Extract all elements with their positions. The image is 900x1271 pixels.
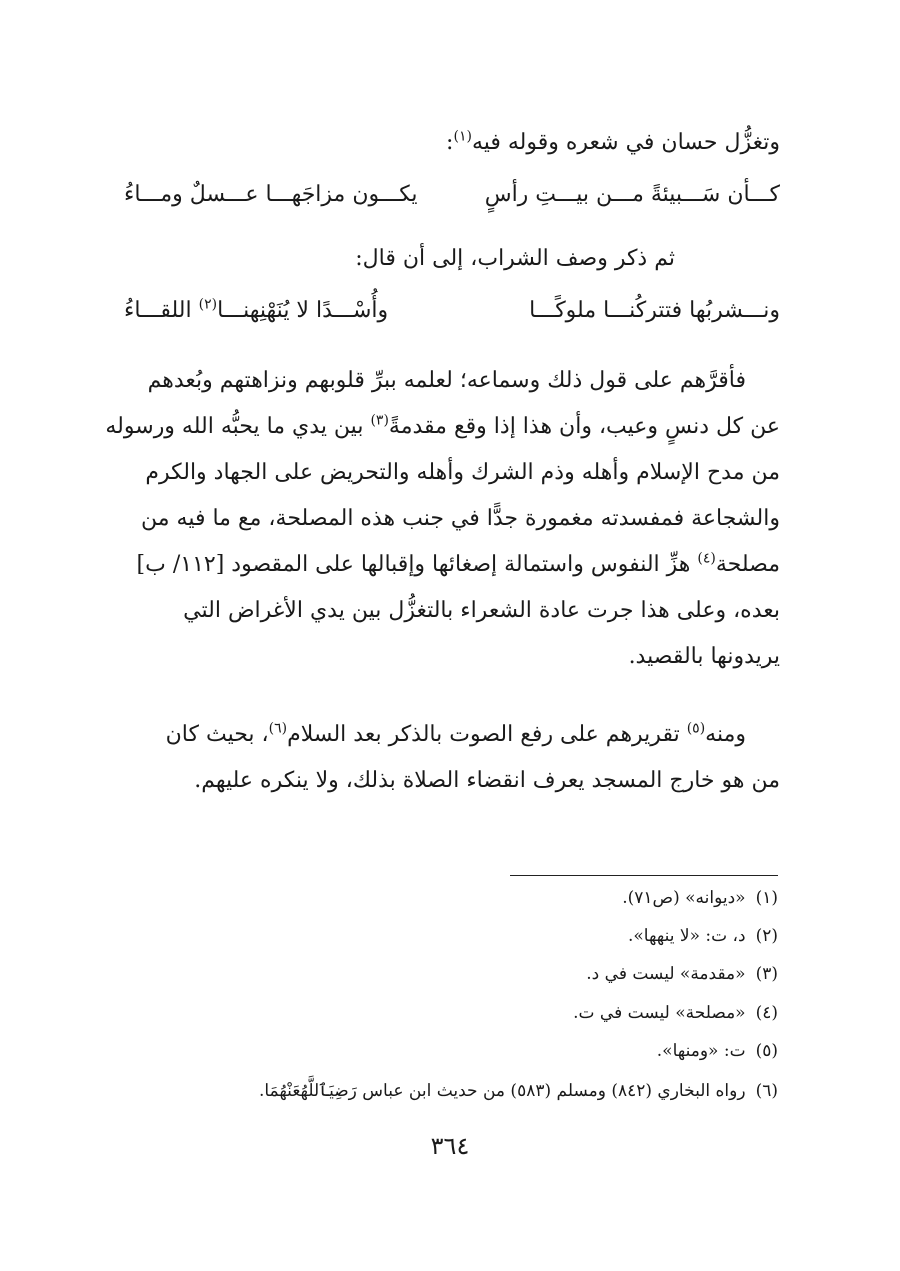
verse2-second-a: وأُسْـــدًا لا يُنَهْنِهنـــا xyxy=(217,298,389,323)
para2-line-1 xyxy=(110,712,780,758)
footnote-text: رواه البخاري (٨٤٢) ومسلم (٥٨٣) من حديث ابن عباس رَضِيَٱللَّهُعَنْهُمَا. xyxy=(258,1081,746,1101)
paragraph-1 xyxy=(105,358,780,680)
footnote-number: (٦) xyxy=(755,1081,778,1101)
footnote-number: (٥) xyxy=(755,1041,778,1061)
para1-l2-b: بين يدي ما يحبُّه الله ورسوله xyxy=(105,414,371,439)
para1-line-6: بعده، وعلى هذا جرت عادة الشعراء بالتغزُّل بين يدي الأغراض التي xyxy=(183,598,780,623)
para1-line-7: يريدونها بالقصيد. xyxy=(628,644,780,669)
verse2-second-hemistich xyxy=(124,298,388,323)
intro-line xyxy=(110,120,780,166)
para2-l1-c: ، بحيث كان xyxy=(165,722,269,747)
verse2-second-b: اللقـــاءُ xyxy=(124,298,199,323)
footnote-ref-4: (٤) xyxy=(697,550,716,567)
footnote-2 xyxy=(628,926,778,946)
footnote-ref-2: (٢) xyxy=(198,296,218,313)
footnote-5 xyxy=(657,1041,778,1061)
bridge-line xyxy=(120,236,720,282)
footnote-text: «ديوانه» (ص٧١). xyxy=(622,888,746,908)
footnote-3 xyxy=(586,964,778,984)
para1-l2-a: عن كل دنسٍ وعيب، وأن هذا إذا وقع مقدمةً xyxy=(388,414,780,439)
footnote-6 xyxy=(259,1080,778,1101)
para1-line-3: من مدح الإسلام وأهله وذم الشرك وأهله والتحريض على الجهاد والكرم xyxy=(145,460,780,485)
para1-line-4: والشجاعة فمفسدته مغمورة جدًّا في جنب هذه المصلحة، مع ما فيه من xyxy=(141,506,780,531)
bridge-text: ثم ذكر وصف الشراب، إلى أن قال: xyxy=(355,246,675,271)
verse2-first-hemistich: ونـــشربُها فتتركُنـــا ملوكًـــا xyxy=(529,298,780,323)
para1-line-5 xyxy=(110,542,780,588)
intro-text: وتغزُّل حسان في شعره وقوله فيه xyxy=(471,130,780,155)
footnote-text: «مصلحة» ليست في ت. xyxy=(573,1003,746,1023)
para2-l1-a: ومنه xyxy=(705,722,746,747)
footnote-4 xyxy=(573,1003,778,1023)
page-number: ٣٦٤ xyxy=(430,1132,470,1160)
footnote-text: ت: «ومنها». xyxy=(656,1041,746,1061)
footnote-ref-3: (٣) xyxy=(370,412,389,429)
footnote-separator xyxy=(510,875,778,876)
verse1-second-hemistich: يكـــون مزاجَهـــا عـــسلٌ ومـــاءُ xyxy=(124,182,418,207)
para2-l1-b: تقريرهم على رفع الصوت بالذكر بعد السلام xyxy=(287,722,687,747)
footnote-number: (٣) xyxy=(755,964,778,984)
footnote-text: د، ت: «لا ينهها». xyxy=(627,926,746,946)
verse1-first-hemistich: كـــأن سَـــبيئةً مـــن بيـــتِ رأسٍ xyxy=(484,182,780,207)
footnote-number: (٢) xyxy=(755,926,778,946)
footnote-number: (١) xyxy=(755,888,778,908)
intro-colon: : xyxy=(446,130,454,155)
para1-line-2 xyxy=(105,404,780,450)
footnote-ref-1: (١) xyxy=(453,128,472,145)
para1-l5-a: مصلحة xyxy=(715,552,780,577)
paragraph-2 xyxy=(110,712,780,804)
footnote-1 xyxy=(622,888,778,908)
footnote-number: (٤) xyxy=(755,1003,778,1023)
footnote-text: «مقدمة» ليست في د. xyxy=(586,964,746,984)
footnote-ref-5: (٥) xyxy=(686,720,706,737)
para1-l5-b: هزِّ النفوس واستمالة إصغائها وإقبالها على المقصود [١١٢/ ب] xyxy=(136,552,698,577)
footnote-ref-6: (٦) xyxy=(268,720,288,737)
para1-line-1: فأقرَّهم على قول ذلك وسماعه؛ لعلمه ببرِّ قلوبهم ونزاهتهم وبُعدهم xyxy=(147,368,746,393)
para2-line-2: من هو خارج المسجد يعرف انقضاء الصلاة بذلك، ولا ينكره عليهم. xyxy=(194,768,780,793)
